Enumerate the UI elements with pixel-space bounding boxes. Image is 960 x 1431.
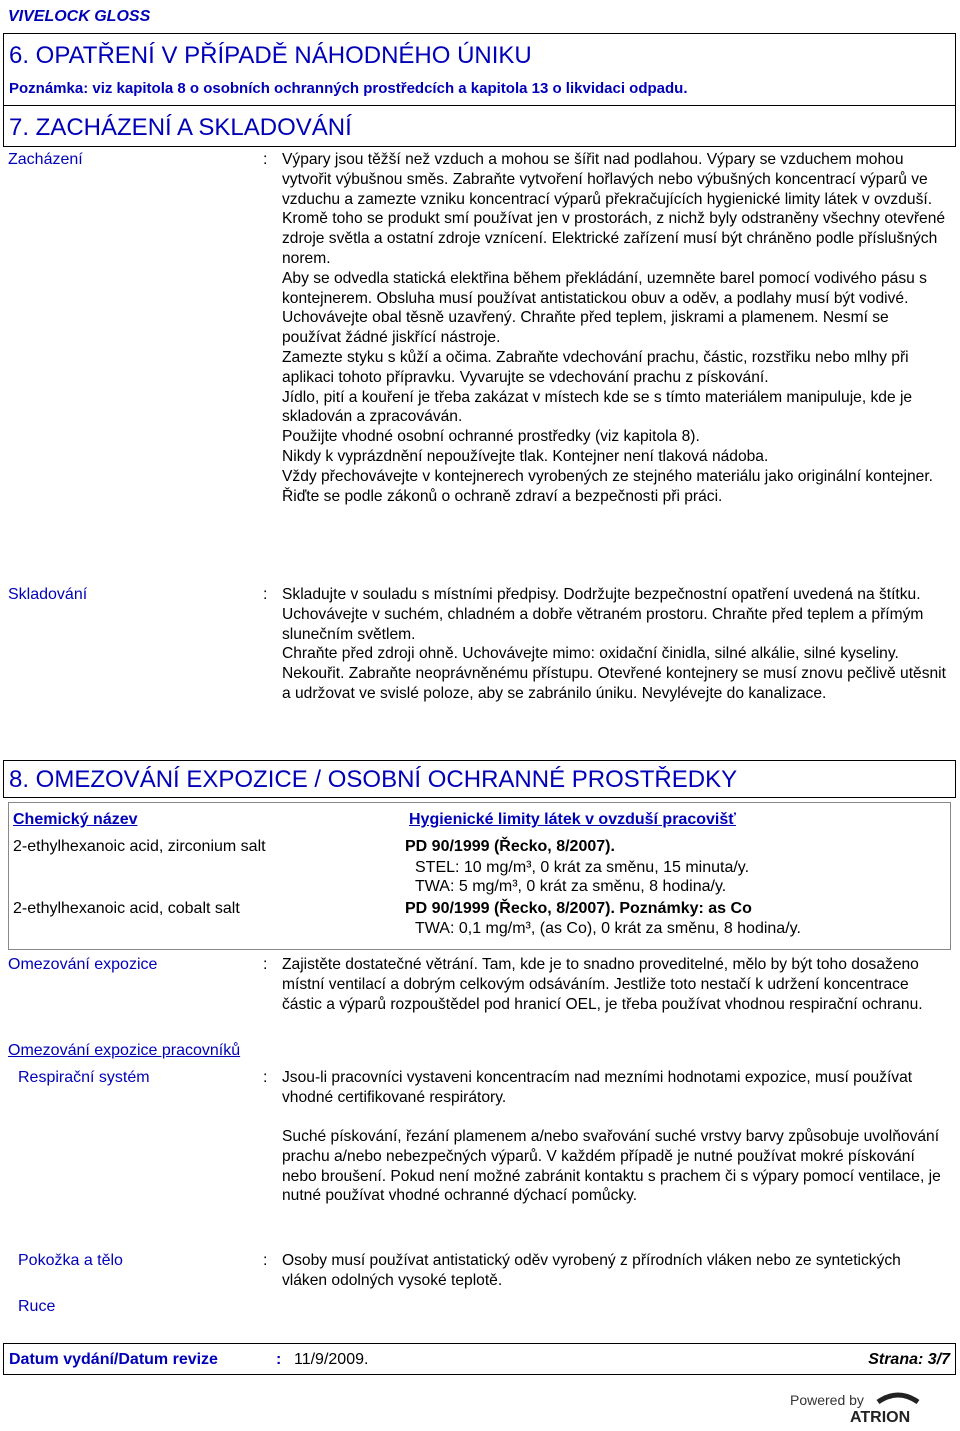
footer-bar xyxy=(3,1343,956,1375)
column-header-chemical: Chemický název xyxy=(13,811,138,828)
product-name: VIVELOCK GLOSS xyxy=(8,8,151,25)
respiratory-label: Respirační systém xyxy=(18,1069,150,1086)
limit-reference: PD 90/1999 (Řecko, 8/2007). Poznámky: as Co xyxy=(405,900,752,917)
handling-label: Zacházení xyxy=(8,151,83,168)
skin-body-label: Pokožka a tělo xyxy=(18,1252,123,1269)
skin-colon: : xyxy=(263,1252,268,1269)
limit-reference: PD 90/1999 (Řecko, 8/2007). xyxy=(405,838,615,855)
exposure-colon: : xyxy=(263,956,268,973)
storage-line: Skladujte v souladu s místními předpisy. Dodržujte bezpečnostní opatření uvedená na štítku. Uchovávejte v suchém, chladném a dobře větraném prostoru. Chraňte před teplem a přímým slunečním světlem. xyxy=(282,586,924,643)
chemical-name: 2-ethylhexanoic acid, cobalt salt xyxy=(13,900,240,917)
handling-line: Kromě toho se produkt smí používat jen v prostorách, z nichž byly odstraněny všechny otevřené zdroje světla a ostatní zdroje vznícení. Elektrické zařízení musí být chráněno podle příslušných norem. xyxy=(282,210,946,267)
section-6-box xyxy=(3,33,956,106)
handling-colon: : xyxy=(263,151,268,168)
chemical-name: 2-ethylhexanoic acid, zirconium salt xyxy=(13,838,266,855)
page-number: Strana: 3/7 xyxy=(868,1351,950,1368)
issue-date-value: 11/9/2009. xyxy=(294,1351,369,1368)
handling-line: Uchovávejte obal těsně uzavřený. Chraňte před teplem, jiskrami a plamenem. Nesmí se používat žádné jiskřící nástroje. xyxy=(282,309,889,347)
atrion-logo-icon xyxy=(848,1386,948,1426)
storage-line: Nekouřit. Zabraňte neoprávněnému přístupu. Otevřené kontejnery se musí znovu pečlivě utěsnit a udržovat ve svislé poloze, aby se zabránilo úniku. Nevylévejte do kanalizace. xyxy=(282,665,946,702)
storage-text xyxy=(282,585,950,704)
handling-line: Zamezte styku s kůží a očima. Zabraňte vdechování prachu, částic, rozstřiku nebo mlhy při aplikaci tohoto přípravku. Vyvarujte se vdechování prachu z pískování. xyxy=(282,348,909,386)
powered-by-text: Powered by xyxy=(790,1392,864,1408)
handling-text xyxy=(282,150,950,506)
skin-body-text: Osoby musí používat antistatický oděv vyrobený z přírodních vláken nebo ze syntetických vláken odolných vysoké teplotě. xyxy=(282,1252,901,1289)
atrion-logo xyxy=(848,1386,948,1431)
section-6-title: 6. OPATŘENÍ V PŘÍPADĚ NÁHODNÉHO ÚNIKU xyxy=(9,42,532,69)
handling-line: Řiďte se podle zákonů o ochraně zdraví a bezpečnosti při práci. xyxy=(282,487,723,505)
handling-line: Použijte vhodné osobní ochranné prostředky (viz kapitola 8). xyxy=(282,428,700,446)
svg-text:ATRION: ATRION xyxy=(850,1409,911,1426)
exposure-limits-table xyxy=(8,802,951,950)
exposure-control-label: Omezování expozice xyxy=(8,956,158,973)
respiratory-text-1: Jsou-li pracovníci vystaveni koncentracím nad mezními hodnotami expozice, musí používat vhodné certifikované respirátory. xyxy=(282,1069,913,1106)
issue-date-label: Datum vydání/Datum revize xyxy=(9,1351,218,1368)
storage-line: Chraňte před zdroji ohně. Uchovávejte mimo: oxidační činidla, silné alkálie, silné kyseliny. xyxy=(282,645,899,663)
section-7-title: 7. ZACHÁZENÍ A SKLADOVÁNÍ xyxy=(9,114,352,141)
limit-detail: TWA: 5 mg/m³, 0 krát za směnu, 8 hodina/y. xyxy=(415,878,727,895)
limit-detail: STEL: 10 mg/m³, 0 krát za směnu, 15 minuta/y. xyxy=(415,859,750,876)
section-7-box xyxy=(3,105,956,147)
handling-line: Vždy přechovávejte v kontejnerech vyrobených ze stejného materiálu jako originální kontejner. xyxy=(282,467,933,485)
storage-colon: : xyxy=(263,586,268,603)
exposure-control-text: Zajistěte dostatečné větrání. Tam, kde je to snadno proveditelné, mělo by být toho dosaženo místní ventilací a dobrým celkovým odsáváním. Jestliže toto nestačí k udržení koncentrace částic a výparů rozpouštědel pod hranicí OEL, je třeba používat vhodnou respirační ochranu. xyxy=(282,956,923,1013)
handling-line: Aby se odvedla statická elektřina během překládání, uzemněte barel pomocí vodivého pásu s kontejnerem. Obsluha musí používat antistatickou obuv a oděv, a podlahy musí být vodivé. xyxy=(282,269,927,307)
handling-line: Nikdy k vyprázdnění nepoužívejte tlak. Kontejner není tlaková nádoba. xyxy=(282,447,769,465)
section-8-title: 8. OMEZOVÁNÍ EXPOZICE / OSOBNÍ OCHRANNÉ PROSTŘEDKY xyxy=(9,766,738,793)
section-6-note: Poznámka: viz kapitola 8 o osobních ochranných prostředcích a kapitola 13 o likvidaci odpadu. xyxy=(9,80,688,97)
issue-date-colon: : xyxy=(276,1351,282,1368)
column-header-limits: Hygienické limity látek v ovzduší pracovišť xyxy=(409,811,736,828)
storage-label: Skladování xyxy=(8,586,88,603)
workers-exposure-label: Omezování expozice pracovníků xyxy=(8,1042,241,1059)
limit-detail: TWA: 0,1 mg/m³, (as Co), 0 krát za směnu, 8 hodina/y. xyxy=(415,920,801,937)
hands-label: Ruce xyxy=(18,1298,56,1315)
handling-line: Jídlo, pití a kouření je třeba zakázat v místech kde se s tímto materiálem manipuluje, kde je skladován a zpracováván. xyxy=(282,388,913,426)
respiratory-text-2: Suché pískování, řezání plamenem a/nebo svařování suché vrstvy barvy způsobuje uvolňování prachu a/nebo nebezpečných výparů. V každém případě je nutné používat mokré pískování nebo broušení. Pokud není možné zabránit kontaktu s prachem či s výpary pomocí ventilace, je nutné používat vhodné ochranné dýchací pomůcky. xyxy=(282,1128,941,1205)
section-8-box xyxy=(3,760,956,798)
respiratory-colon: : xyxy=(263,1069,268,1086)
handling-line: Výpary jsou těžší než vzduch a mohou se šířit nad podlahou. Výpary se vzduchem mohou vytvořit výbušnou směs. Zabraňte vytvoření hořlavých nebo výbušných koncentrací výparů ve vzduchu a zamezte vzniku koncentrací výparů překračujících hygienické limity látek v ovzduší. xyxy=(282,151,933,208)
